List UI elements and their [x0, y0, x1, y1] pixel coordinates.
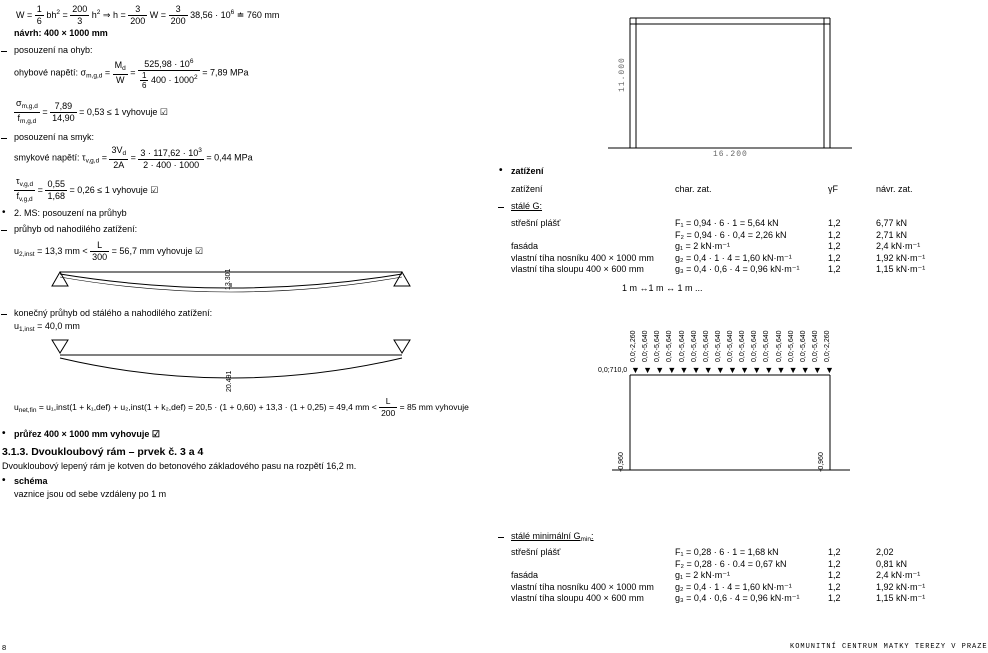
load-arrow: ▼: [667, 365, 677, 375]
purlin-spacing: 1 m ↔1 m ↔ 1 m ...: [622, 283, 703, 293]
loads_table-row-name: vlastní tíha nosníku 400 × 1000 mm: [511, 252, 654, 263]
shear-heading: posouzení na smyk:: [14, 132, 95, 142]
loads_table-row-gamma: 1,2: [828, 264, 841, 274]
loads_table-row-design: 2,71 kN: [876, 229, 908, 240]
variable-deflection-check: $u_{2,inst} = 13,3$ mm < $\frac{L}{300}$ = 56,7 mm vyhovuje ☑: [14, 240, 204, 262]
load-arrow: ▼: [812, 365, 822, 375]
loads_table-row-name: fasáda: [511, 241, 539, 251]
load-value-label: 0,0;-5,640: [739, 330, 747, 362]
load-value-label: 0,0;-5,640: [690, 330, 698, 362]
col-gamma: γF: [828, 184, 838, 194]
loads_table-row-gamma: 1,2: [828, 218, 841, 228]
min_table-row-design: 0,81 kN: [876, 558, 908, 569]
min_table-row-name: vlastní tíha sloupu 400 × 600 mm: [511, 593, 644, 603]
deflection-heading: • 2. MS: posouzení na průhyb: [14, 208, 127, 218]
min_table-row-design: 2,02: [876, 547, 894, 557]
frame-span-label: 16.200: [713, 150, 748, 159]
load-value-label: 0,0;-5,640: [799, 330, 807, 362]
loads_table-row-gamma: 1,2: [828, 241, 841, 251]
load-value-label: 0,0;-5,640: [727, 330, 734, 362]
load-arrow: ▼: [715, 365, 725, 375]
design-proposal: návrh: 400 × 1000 mm: [14, 28, 108, 38]
section-modulus-formula: W = $\frac{1}{6}$ $bh^2$ = $\frac{200}{3}$ $h^2$ ⇒ h = $\frac{3}{200}$ W = $\frac{3}{200}$ $38,56 \cdot 10^6$ ≐ 760 mm: [16, 4, 280, 26]
bending-check: $\frac{\sigma_{m,g,d}}{f_{m,g,d}}$ = $\frac{7,89}{14,90}$ = 0,53 ≤ 1 vyhovuje ☑: [16, 98, 168, 125]
load-value-label: 0,0;-5,640: [714, 330, 722, 362]
footer-title: KOMUNITNÍ CENTRUM MATKY TEREZY V PRAZE: [790, 643, 988, 651]
bending-heading: posouzení na ohyb:: [14, 45, 93, 55]
page-number: 8: [2, 643, 7, 652]
min_table-row-char: g₁ = 2 kN·m⁻¹: [675, 570, 731, 580]
min_table-row-design: 1,15 kN·m⁻¹: [876, 593, 926, 603]
cross-section-result: • průřez 400 × 1000 mm vyhovuje ☑: [14, 429, 160, 440]
permanent-loads-heading: stálé G:: [511, 201, 543, 211]
loads_table-row-name: vlastní tíha sloupu 400 × 600 mm: [511, 264, 644, 274]
loads_table-row-design: 6,77 kN: [876, 218, 908, 228]
load-value-label: 0,0;-5,640: [702, 330, 710, 362]
min_table-row-char: g₃ = 0,4 · 0,6 · 4 = 0,96 kN·m⁻¹: [675, 593, 800, 603]
left-column-load-label: -0,960: [618, 452, 625, 472]
load-value-label: 0,0;-2,260: [824, 330, 831, 362]
shear-check: $\frac{\tau_{v,g,d}}{f_{v,g,d}}$ = $\frac{0,55}{1,68}$ = 0,26 ≤ 1 vyhovuje ☑: [16, 176, 159, 203]
shear-stress-formula: smykové napětí: $\tau_{v,g,d}$ = $\frac{3V_d}{2A}$ = $\frac{3 \cdot 117,62 \cdot 10^3}{2 \cdot 400 \cdot 1000}$ = 0,44 MPa: [14, 145, 253, 170]
min_table-row-name: střešní plášť: [511, 547, 561, 557]
col-design: návr. zat.: [876, 184, 913, 194]
section-description: Dvoukloubový lepený rám je kotven do betonového základového pasu na rozpětí 16,2 m.: [2, 461, 357, 471]
min_table-row-char: g₂ = 0,4 · 1 · 4 = 1,60 kN·m⁻¹: [675, 581, 792, 592]
loads_table-row-design: 2,4 kN·m⁻¹: [876, 241, 921, 251]
final-deflection-heading: konečný průhyb od stálého a nahodilého zatížení:: [14, 308, 213, 318]
loads_table-row-design: 1,92 kN·m⁻¹: [876, 252, 926, 263]
loads-heading: • zatížení: [511, 166, 544, 176]
load-arrow: ▼: [703, 365, 713, 375]
variable-load-deflection-heading: průhyb od nahodilého zatížení:: [14, 224, 138, 234]
load-value-label: 0,0;-5,640: [811, 330, 819, 362]
min_table-row-gamma: 1,2: [828, 593, 841, 603]
beam2-deflection-label: 20.491: [226, 370, 233, 392]
min_table-row-gamma: 1,2: [828, 570, 841, 580]
frame-height-label: 11.000: [618, 57, 627, 92]
loads_table-row-name: střešní plášť: [511, 218, 561, 228]
load-arrow: ▼: [691, 365, 701, 375]
right-column-load-label: -0,960: [818, 452, 825, 472]
load-arrow: ▼: [800, 365, 810, 375]
loads_table-row-design: 1,15 kN·m⁻¹: [876, 264, 926, 274]
net-final-deflection-check: $u_{net,fin}$ = u₁,inst(1 + k₁,def) + u₂,inst(1 + k₂,def) = 20,5 · (1 + 0,60) + 13,3 · (1 + 0,25) = 49,4 mm < $\frac{L}{200}$ = 85 mm vyhovuje: [14, 396, 469, 418]
section-title: 3.1.3. Dvoukloubový rám – prvek č. 3 a 4: [2, 446, 204, 458]
min_table-row-design: 1,92 kN·m⁻¹: [876, 581, 926, 592]
load-arrow: ▼: [764, 365, 774, 375]
loads_table-row-char: g₃ = 0,4 · 0,6 · 4 = 0,96 kN·m⁻¹: [675, 264, 800, 274]
load-arrow: ▼: [752, 365, 762, 375]
min_table-row-name: fasáda: [511, 570, 539, 580]
load-value-label: 0,0;-5,640: [751, 330, 759, 362]
load-value-label: 0,0;-2,260: [630, 330, 637, 362]
min_table-row-gamma: 1,2: [828, 547, 841, 557]
min_table-row-char: F₂ = 0,28 · 6 · 0.4 = 0,67 kN: [675, 558, 787, 569]
beam1-deflection-label: 13.301: [225, 268, 232, 290]
loads_table-row-char: F₁ = 0,94 · 6 · 1 = 5,64 kN: [675, 218, 779, 228]
schema-heading: • schéma: [14, 476, 48, 486]
load-value-label: 0,0;-5,640: [654, 330, 662, 362]
loads_table-row-char: F₂ = 0,94 · 6 · 0,4 = 2,26 kN: [675, 229, 787, 240]
loads_table-row-gamma: 1,2: [828, 229, 841, 240]
load-arrow: ▼: [728, 365, 737, 375]
bending-stress-formula: ohybové napětí: $\sigma_{m,g,d}$ = $\frac{M_d}{W}$ = $525,98 \cdot 10^6$ $\frac{1}{6}$ $400 \cdot 1000^2$ = 7,89 MPa: [14, 58, 249, 90]
loads_table-row-char: g₂ = 0,4 · 1 · 4 = 1,60 kN·m⁻¹: [675, 252, 792, 263]
permanent-deflection-value: $u_{1,inst} = 40,0$ mm: [14, 321, 80, 333]
load-value-label: 0,0;-5,640: [666, 330, 674, 362]
min_table-row-char: F₁ = 0,28 · 6 · 1 = 1,68 kN: [675, 547, 779, 557]
load-arrow: ▼: [679, 365, 689, 375]
load-arrow: ▼: [740, 365, 750, 375]
load-arrow: ▼: [631, 365, 640, 375]
minimum-permanent-heading: stálé minimální $G_{min}$:: [511, 531, 594, 543]
load-arrow: ▼: [655, 365, 665, 375]
col-load: zatížení: [511, 184, 543, 194]
col-characteristic: char. zat.: [675, 184, 712, 194]
loads_table-row-gamma: 1,2: [828, 252, 841, 263]
loads_table-row-char: g₁ = 2 kN·m⁻¹: [675, 241, 731, 251]
load-value-label: 0,0;-5,640: [642, 330, 650, 362]
min_table-row-gamma: 1,2: [828, 581, 841, 592]
load-value-label: 0,0;-5,640: [678, 330, 686, 362]
load-arrow: ▼: [788, 365, 798, 375]
load-arrow: ▼: [776, 365, 786, 375]
load-value-label: 0,0;-5,640: [763, 330, 771, 362]
load-arrow: ▼: [825, 365, 834, 375]
corner-load-label: 0,0;710,0: [598, 367, 628, 374]
schema-description: vaznice jsou od sebe vzdáleny po 1 m: [14, 489, 167, 499]
load-arrow: ▼: [643, 365, 653, 375]
load-value-label: 0,0;-5,640: [775, 330, 783, 362]
min_table-row-design: 2,4 kN·m⁻¹: [876, 570, 921, 580]
min_table-row-name: vlastní tíha nosníku 400 × 1000 mm: [511, 581, 654, 592]
min_table-row-gamma: 1,2: [828, 558, 841, 569]
load-value-label: 0,0;-5,640: [787, 330, 795, 362]
